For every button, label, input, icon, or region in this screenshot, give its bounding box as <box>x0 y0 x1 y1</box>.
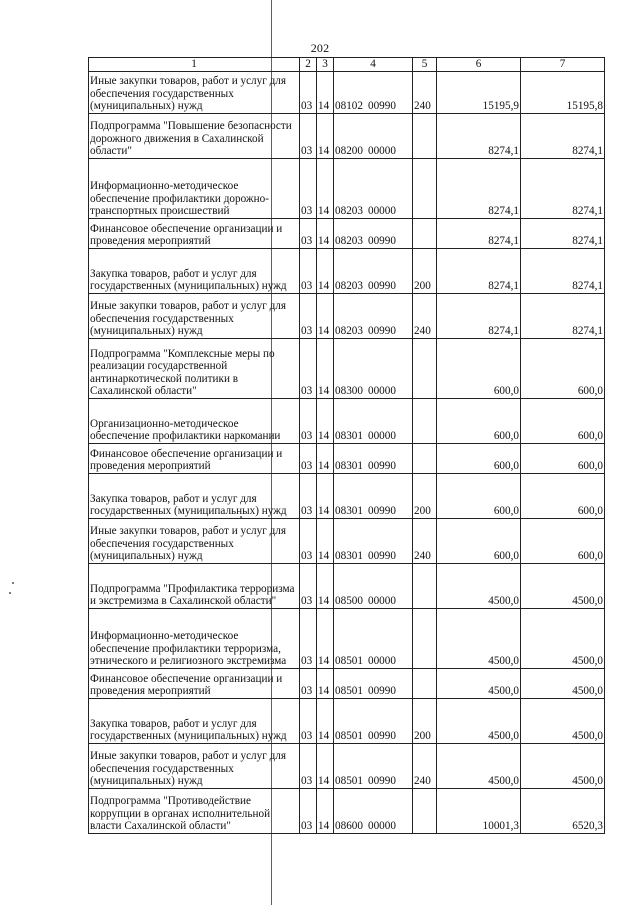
column-header: 2 <box>300 58 317 72</box>
target-article-code <box>334 699 413 744</box>
target-article-code <box>334 294 413 339</box>
csr-program-part: 08203 <box>335 325 363 338</box>
csr-direction-part: 00990 <box>367 235 396 248</box>
csr-direction-part: 00000 <box>367 385 396 398</box>
table-row <box>89 669 605 699</box>
amount-col-7: 8274,1 <box>521 114 605 159</box>
amount-col-7: 4500,0 <box>521 609 605 669</box>
section-code: 03 <box>300 789 317 834</box>
row-name: Финансовое обеспечение организации и проведения мероприятий <box>89 219 300 249</box>
amount-col-7: 8274,1 <box>521 249 605 294</box>
target-article-code <box>334 519 413 564</box>
subsection-code: 14 <box>317 669 334 699</box>
amount-col-6: 600,0 <box>437 444 521 474</box>
target-article-code <box>334 219 413 249</box>
amount-col-6: 4500,0 <box>437 564 521 609</box>
target-article-code <box>334 339 413 399</box>
expense-type-code <box>413 564 437 609</box>
section-code: 03 <box>300 564 317 609</box>
column-header: 1 <box>89 58 300 72</box>
expense-type-code <box>413 159 437 219</box>
target-article-code <box>334 72 413 114</box>
csr-program-part: 08301 <box>335 430 363 443</box>
column-header: 6 <box>437 58 521 72</box>
csr-direction-part: 00990 <box>367 460 396 473</box>
table-header-row <box>89 58 605 72</box>
row-name: Организационно-методическое обеспечение профилактики наркомании <box>89 399 300 444</box>
csr-direction-part: 00000 <box>367 205 396 218</box>
subsection-code: 14 <box>317 564 334 609</box>
expense-type-code: 240 <box>413 519 437 564</box>
section-code: 03 <box>300 249 317 294</box>
row-name: Подпрограмма "Повышение безопасности дорожного движения в Сахалинской области" <box>89 114 300 159</box>
amount-col-6: 600,0 <box>437 519 521 564</box>
subsection-code: 14 <box>317 249 334 294</box>
amount-col-7: 8274,1 <box>521 294 605 339</box>
csr-direction-part: 00990 <box>367 685 396 698</box>
table-row <box>89 294 605 339</box>
target-article-code <box>334 564 413 609</box>
table-row <box>89 564 605 609</box>
column-header: 4 <box>334 58 413 72</box>
target-article-code <box>334 609 413 669</box>
csr-program-part: 08203 <box>335 280 363 293</box>
subsection-code: 14 <box>317 789 334 834</box>
expense-type-code <box>413 609 437 669</box>
csr-program-part: 08501 <box>335 730 363 743</box>
expense-type-code <box>413 399 437 444</box>
subsection-code: 14 <box>317 159 334 219</box>
csr-direction-part: 00000 <box>367 430 396 443</box>
table-row <box>89 609 605 669</box>
target-article-code <box>334 744 413 789</box>
table-row <box>89 789 605 834</box>
row-name: Финансовое обеспечение организации и проведения мероприятий <box>89 444 300 474</box>
column-header: 5 <box>413 58 437 72</box>
subsection-code: 14 <box>317 744 334 789</box>
amount-col-6: 8274,1 <box>437 249 521 294</box>
csr-direction-part: 00990 <box>367 100 396 113</box>
expense-type-code: 200 <box>413 699 437 744</box>
amount-col-7: 600,0 <box>521 519 605 564</box>
table-row <box>89 72 605 114</box>
section-code: 03 <box>300 159 317 219</box>
subsection-code: 14 <box>317 399 334 444</box>
csr-program-part: 08301 <box>335 460 363 473</box>
table-row <box>89 744 605 789</box>
target-article-code <box>334 474 413 519</box>
table-body <box>89 72 605 834</box>
amount-col-6: 600,0 <box>437 474 521 519</box>
csr-program-part: 08600 <box>335 820 363 833</box>
csr-program-part: 08301 <box>335 550 363 563</box>
section-code: 03 <box>300 399 317 444</box>
csr-direction-part: 00990 <box>367 730 396 743</box>
expense-type-code: 240 <box>413 294 437 339</box>
csr-direction-part: 00000 <box>367 820 396 833</box>
csr-program-part: 08102 <box>335 100 363 113</box>
expense-type-code: 240 <box>413 72 437 114</box>
row-name: Информационно-методическое обеспечение профилактики дорожно-транспортных происшествий <box>89 159 300 219</box>
csr-program-part: 08300 <box>335 385 363 398</box>
csr-program-part: 08203 <box>335 235 363 248</box>
table-row <box>89 519 605 564</box>
csr-direction-part: 00000 <box>367 655 396 668</box>
table-row <box>89 474 605 519</box>
table-row <box>89 159 605 219</box>
csr-direction-part: 00990 <box>367 775 396 788</box>
section-code: 03 <box>300 474 317 519</box>
column-header: 7 <box>521 58 605 72</box>
amount-col-7: 8274,1 <box>521 219 605 249</box>
amount-col-6: 8274,1 <box>437 219 521 249</box>
amount-col-6: 8274,1 <box>437 159 521 219</box>
section-code: 03 <box>300 519 317 564</box>
row-name: Закупка товаров, работ и услуг для государственных (муниципальных) нужд <box>89 249 300 294</box>
section-code: 03 <box>300 609 317 669</box>
section-code: 03 <box>300 699 317 744</box>
expense-type-code <box>413 789 437 834</box>
table-row <box>89 339 605 399</box>
csr-direction-part: 00000 <box>367 145 396 158</box>
csr-program-part: 08501 <box>335 685 363 698</box>
row-name: Иные закупки товаров, работ и услуг для обеспечения государственных (муниципальных) нужд <box>89 744 300 789</box>
row-name: Иные закупки товаров, работ и услуг для обеспечения государственных (муниципальных) нужд <box>89 294 300 339</box>
expense-type-code <box>413 444 437 474</box>
amount-col-6: 10001,3 <box>437 789 521 834</box>
expense-type-code: 200 <box>413 249 437 294</box>
row-name: Финансовое обеспечение организации и проведения мероприятий <box>89 669 300 699</box>
csr-program-part: 08501 <box>335 655 363 668</box>
csr-program-part: 08501 <box>335 775 363 788</box>
target-article-code <box>334 789 413 834</box>
row-name: Подпрограмма "Профилактика терроризма и экстремизма в Сахалинской области" <box>89 564 300 609</box>
subsection-code: 14 <box>317 114 334 159</box>
table-row <box>89 699 605 744</box>
row-name: Иные закупки товаров, работ и услуг для обеспечения государственных (муниципальных) нужд <box>89 519 300 564</box>
amount-col-7: 4500,0 <box>521 669 605 699</box>
subsection-code: 14 <box>317 699 334 744</box>
amount-col-7: 600,0 <box>521 399 605 444</box>
expense-type-code <box>413 219 437 249</box>
subsection-code: 14 <box>317 609 334 669</box>
csr-direction-part: 00000 <box>367 595 396 608</box>
amount-col-6: 4500,0 <box>437 609 521 669</box>
csr-program-part: 08301 <box>335 505 363 518</box>
expense-type-code: 200 <box>413 474 437 519</box>
page-number: 202 <box>310 41 330 55</box>
csr-program-part: 08200 <box>335 145 363 158</box>
scan-speck <box>9 592 11 594</box>
subsection-code: 14 <box>317 294 334 339</box>
amount-col-6: 600,0 <box>437 339 521 399</box>
row-name: Подпрограмма "Противодействие коррупции в органах исполнительной власти Сахалинской области" <box>89 789 300 834</box>
target-article-code <box>334 399 413 444</box>
subsection-code: 14 <box>317 474 334 519</box>
section-code: 03 <box>300 219 317 249</box>
column-header: 3 <box>317 58 334 72</box>
subsection-code: 14 <box>317 72 334 114</box>
amount-col-7: 4500,0 <box>521 744 605 789</box>
table-row <box>89 114 605 159</box>
row-name: Подпрограмма "Комплексные меры по реализации государственной антинаркотической политики в Сахалинской области" <box>89 339 300 399</box>
amount-col-6: 15195,9 <box>437 72 521 114</box>
section-code: 03 <box>300 339 317 399</box>
row-name: Закупка товаров, работ и услуг для государственных (муниципальных) нужд <box>89 699 300 744</box>
section-code: 03 <box>300 744 317 789</box>
amount-col-7: 600,0 <box>521 474 605 519</box>
row-name: Закупка товаров, работ и услуг для государственных (муниципальных) нужд <box>89 474 300 519</box>
amount-col-7: 600,0 <box>521 444 605 474</box>
amount-col-6: 600,0 <box>437 399 521 444</box>
csr-direction-part: 00990 <box>367 550 396 563</box>
section-code: 03 <box>300 72 317 114</box>
amount-col-7: 4500,0 <box>521 564 605 609</box>
table-row <box>89 219 605 249</box>
target-article-code <box>334 114 413 159</box>
section-code: 03 <box>300 444 317 474</box>
amount-col-6: 8274,1 <box>437 114 521 159</box>
section-code: 03 <box>300 114 317 159</box>
amount-col-7: 8274,1 <box>521 159 605 219</box>
expense-type-code <box>413 669 437 699</box>
table-row <box>89 249 605 294</box>
row-name: Информационно-методическое обеспечение профилактики терроризма, этнического и религиозного экстремизма <box>89 609 300 669</box>
csr-direction-part: 00990 <box>367 325 396 338</box>
target-article-code <box>334 249 413 294</box>
amount-col-6: 4500,0 <box>437 699 521 744</box>
amount-col-7: 600,0 <box>521 339 605 399</box>
amount-col-7: 6520,3 <box>521 789 605 834</box>
amount-col-6: 4500,0 <box>437 744 521 789</box>
subsection-code: 14 <box>317 219 334 249</box>
csr-program-part: 08500 <box>335 595 363 608</box>
subsection-code: 14 <box>317 444 334 474</box>
csr-direction-part: 00990 <box>367 505 396 518</box>
amount-col-7: 4500,0 <box>521 699 605 744</box>
expense-type-code <box>413 114 437 159</box>
target-article-code <box>334 159 413 219</box>
expense-type-code: 240 <box>413 744 437 789</box>
csr-program-part: 08203 <box>335 205 363 218</box>
csr-direction-part: 00990 <box>367 280 396 293</box>
amount-col-6: 8274,1 <box>437 294 521 339</box>
target-article-code <box>334 669 413 699</box>
target-article-code <box>334 444 413 474</box>
amount-col-7: 15195,8 <box>521 72 605 114</box>
table-row <box>89 444 605 474</box>
budget-table <box>88 57 605 834</box>
scan-speck <box>12 582 14 584</box>
table-row <box>89 399 605 444</box>
section-code: 03 <box>300 669 317 699</box>
expense-type-code <box>413 339 437 399</box>
row-name: Иные закупки товаров, работ и услуг для обеспечения государственных (муниципальных) нужд <box>89 72 300 114</box>
amount-col-6: 4500,0 <box>437 669 521 699</box>
subsection-code: 14 <box>317 519 334 564</box>
section-code: 03 <box>300 294 317 339</box>
subsection-code: 14 <box>317 339 334 399</box>
